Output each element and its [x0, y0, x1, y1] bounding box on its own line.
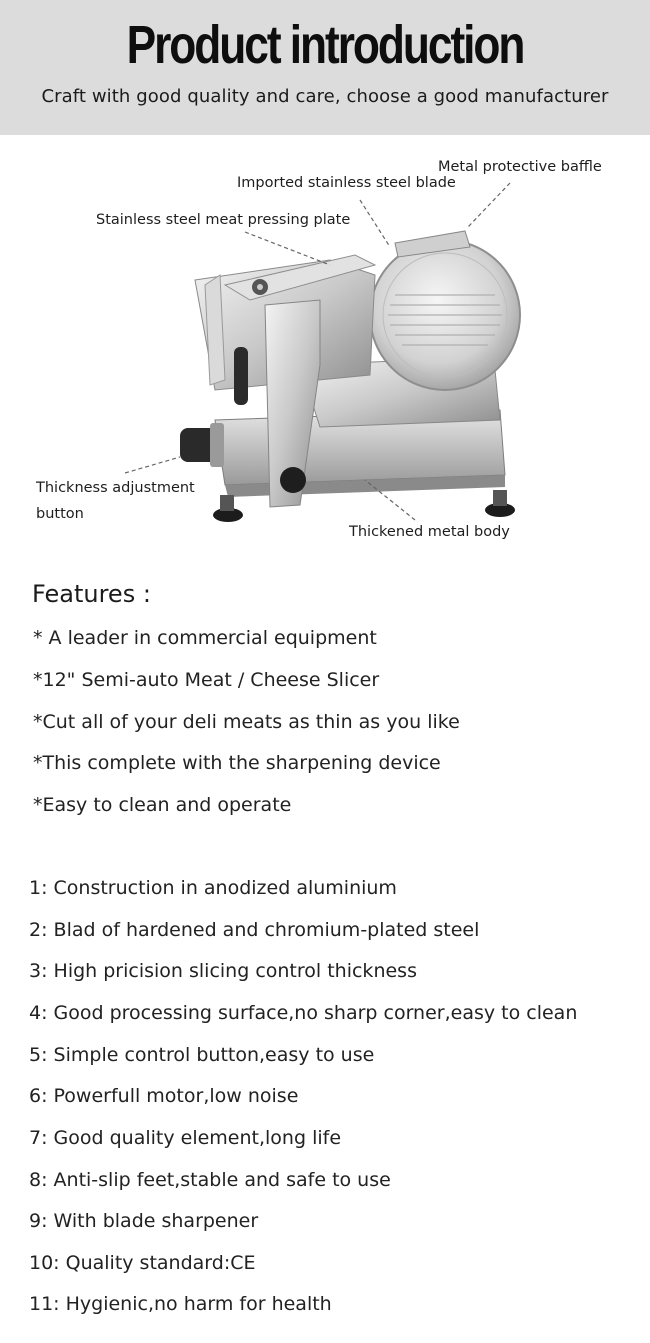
feature-item: *Cut all of your deli meats as thin as you like [33, 711, 460, 733]
spec-item: 9: With blade sharpener [29, 1210, 259, 1232]
spec-item: 7: Good quality element,long life [29, 1127, 342, 1149]
spec-item: 1: Construction in anodized aluminium [29, 877, 397, 899]
label-thickness-adjustment-line2: button [36, 506, 84, 522]
meat-slicer-illustration [0, 135, 650, 565]
spec-item: 8: Anti-slip feet,stable and safe to use [29, 1169, 391, 1191]
feature-item: *12" Semi-auto Meat / Cheese Slicer [33, 669, 380, 691]
feature-item: *This complete with the sharpening device [33, 752, 441, 774]
label-metal-body: Thickened metal body [349, 524, 510, 540]
spec-item: 10: Quality standard:CE [29, 1252, 256, 1274]
product-diagram [0, 135, 650, 565]
feature-item: * A leader in commercial equipment [33, 627, 377, 649]
spec-item: 11: Hygienic,no harm for health [29, 1293, 332, 1315]
label-stainless-steel-blade: Imported stainless steel blade [237, 175, 456, 191]
header-banner [0, 0, 650, 135]
spec-item: 3: High pricision slicing control thickness [29, 960, 417, 982]
spec-item: 2: Blad of hardened and chromium-plated steel [29, 919, 480, 941]
page-title: Product introduction [126, 15, 524, 75]
feature-item: *Easy to clean and operate [33, 794, 292, 816]
label-metal-protective-baffle: Metal protective baffle [438, 159, 602, 175]
spec-item: 5: Simple control button,easy to use [29, 1044, 375, 1066]
label-thickness-adjustment: Thickness adjustment [36, 480, 195, 496]
spec-item: 6: Powerfull motor,low noise [29, 1085, 299, 1107]
spec-item: 4: Good processing surface,no sharp corner,easy to clean [29, 1002, 578, 1024]
features-heading: Features : [32, 580, 151, 608]
label-meat-pressing-plate: Stainless steel meat pressing plate [96, 212, 351, 228]
page-subtitle: Craft with good quality and care, choose a good manufacturer [41, 86, 609, 107]
